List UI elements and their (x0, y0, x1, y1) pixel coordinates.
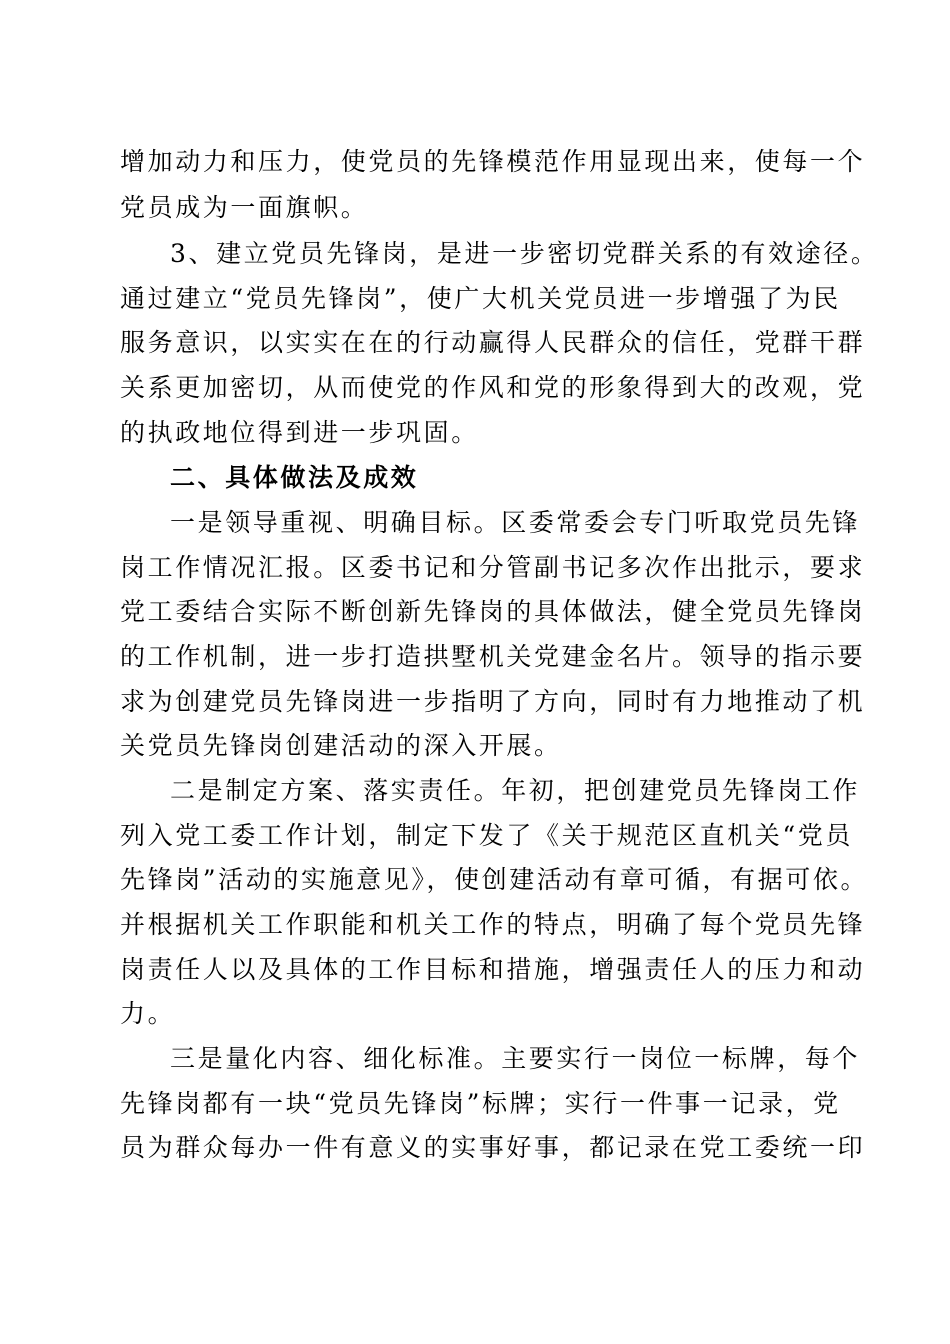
text-line: 通过建立“党员先锋岗”，使广大机关党员进一步增强了为民 (120, 284, 841, 313)
text-line: 的工作机制，进一步打造拱墅机关党建金名片。领导的指示要 (120, 642, 866, 671)
text-line: 3、建立党员先锋岗，是进一步密切党群关系的有效途径。 (170, 239, 879, 268)
text-line: 关系更加密切，从而使党的作风和党的形象得到大的改观，党 (120, 373, 866, 402)
text-line: 的执政地位得到进一步巩固。 (120, 418, 479, 447)
text-line: 一是领导重视、明确目标。区委常委会专门听取党员先锋 (170, 508, 861, 537)
text-line: 服务意识，以实实在在的行动赢得人民群众的信任，党群干群 (120, 328, 866, 357)
text-line: 党员成为一面旗帜。 (120, 193, 369, 222)
text-line: 先锋岗都有一块“党员先锋岗”标牌；实行一件事一记录，党 (120, 1089, 841, 1118)
text-line: 二是制定方案、落实责任。年初，把创建党员先锋岗工作 (170, 776, 861, 805)
text-line: 列入党工委工作计划，制定下发了《关于规范区直机关“党员 (120, 821, 853, 850)
section-heading: 二、具体做法及成效 (170, 463, 419, 492)
text-line: 党工委结合实际不断创新先锋岗的具体做法，健全党员先锋岗 (120, 597, 866, 626)
text-line: 员为群众每办一件有意义的实事好事，都记录在党工委统一印 (120, 1133, 866, 1162)
text-line: 增加动力和压力，使党员的先锋模范作用显现出来，使每一个 (120, 147, 866, 176)
text-line: 力。 (120, 999, 176, 1028)
text-line: 求为创建党员先锋岗进一步指明了方向，同时有力地推动了机 (120, 687, 866, 716)
text-line: 先锋岗”活动的实施意见》，使创建活动有章可循，有据可依。 (120, 865, 869, 894)
text-line: 岗工作情况汇报。区委书记和分管副书记多次作出批示，要求 (120, 553, 866, 582)
text-line: 三是量化内容、细化标准。主要实行一岗位一标牌，每个 (170, 1044, 861, 1073)
text-line: 并根据机关工作职能和机关工作的特点，明确了每个党员先锋 (120, 910, 866, 939)
text-line: 关党员先锋岗创建活动的深入开展。 (120, 731, 562, 760)
text-line: 岗责任人以及具体的工作目标和措施，增强责任人的压力和动 (120, 955, 866, 984)
